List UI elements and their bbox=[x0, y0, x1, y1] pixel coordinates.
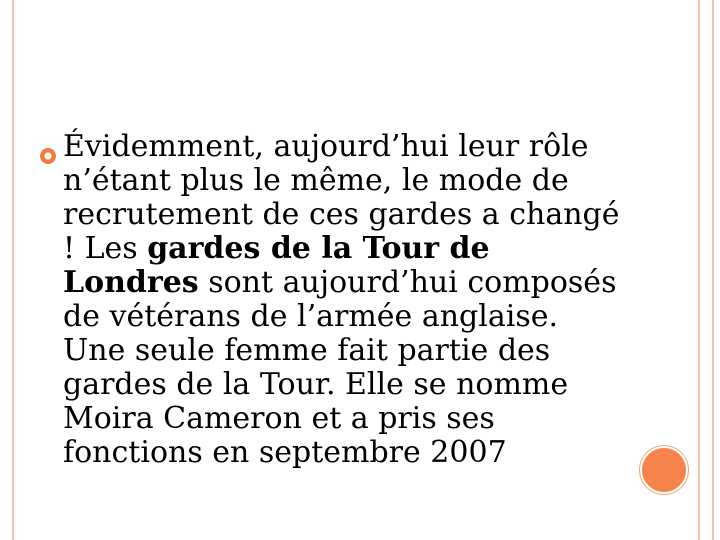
decorative-circle bbox=[640, 446, 688, 494]
bullet-marker-icon bbox=[38, 140, 58, 160]
slide-left-border bbox=[0, 0, 14, 540]
slide-right-border-outer bbox=[712, 0, 714, 540]
slide-right-border-inner bbox=[698, 0, 700, 540]
bullet-item bbox=[38, 130, 623, 470]
paragraph-text-end: sont aujourd’hui composés de vétérans de l’armée anglaise. Une seule femme fait partie des gardes de la Tour. Elle se nomme Moira Cameron et a pris ses fonctions en septembre 2007 bbox=[63, 265, 617, 470]
paragraph-text-bold: gardes de la Tour de Londres bbox=[63, 231, 490, 300]
slide-body bbox=[38, 130, 623, 470]
paragraph-text-start: Évidemment, aujourd’hui leur rôle n’étant plus le même, le mode de recrutement de ces gardes a changé ! Les bbox=[63, 129, 620, 266]
bullet-paragraph bbox=[63, 130, 623, 470]
